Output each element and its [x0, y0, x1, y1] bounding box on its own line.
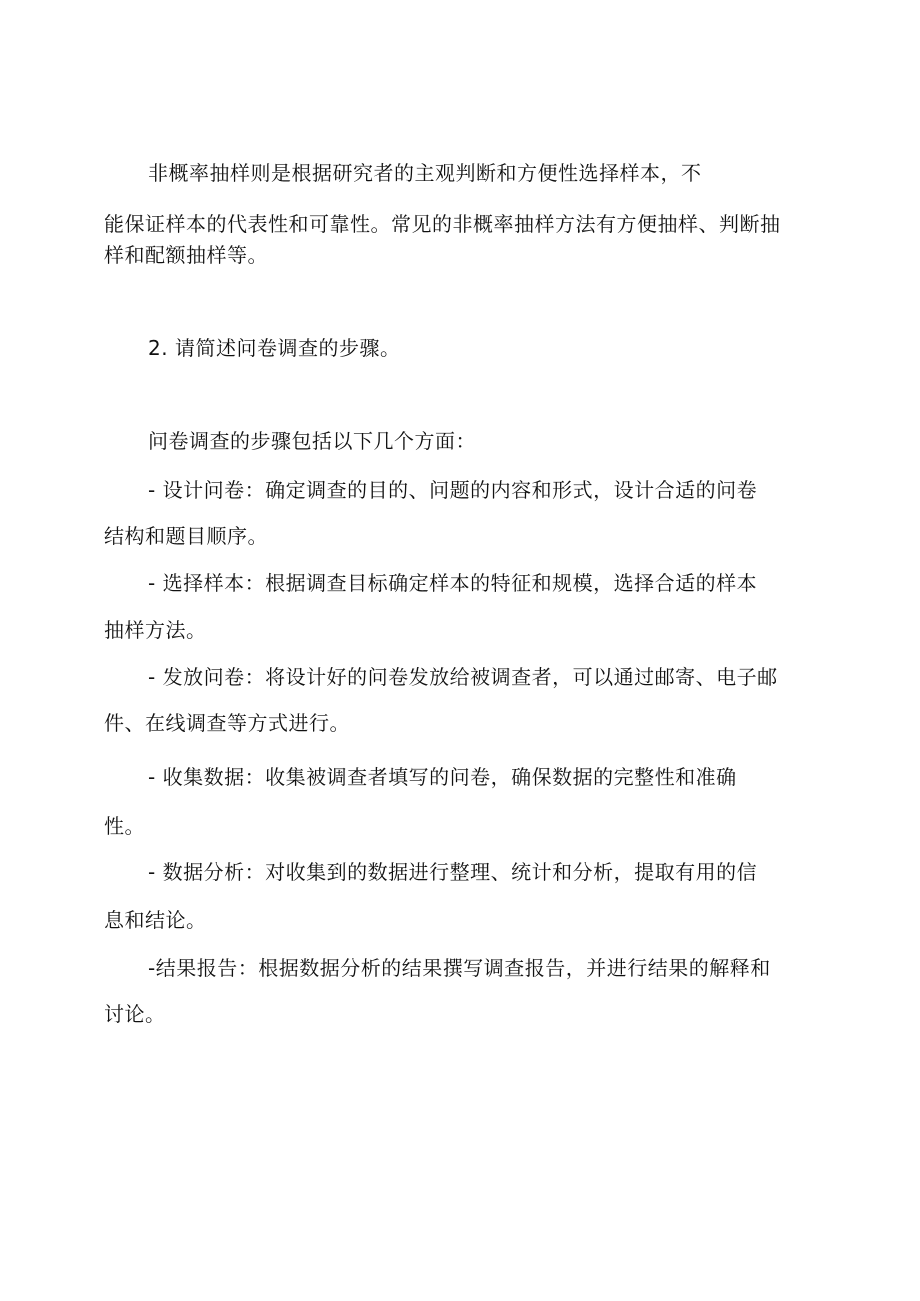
steps-intro: 问卷调查的步骤包括以下几个方面：: [148, 429, 476, 453]
paragraph-line: 样和配额抽样等。: [104, 243, 268, 267]
question-heading: 2. 请简述问卷调查的步骤。: [148, 336, 401, 360]
step-line: - 收集数据：收集被调查者填写的问卷，确保数据的完整性和准确: [148, 765, 737, 789]
step-line: - 设计问卷：确定调查的目的、问题的内容和形式，设计合适的问卷: [148, 478, 758, 502]
step-line: - 数据分析：对收集到的数据进行整理、统计和分析，提取有用的信: [148, 860, 758, 884]
paragraph-line: 能保证样本的代表性和可靠性。常见的非概率抽样方法有方便抽样、判断抽: [104, 212, 781, 236]
step-line: - 发放问卷：将设计好的问卷发放给被调查者，可以通过邮寄、电子邮: [148, 665, 778, 689]
step-line: 抽样方法。: [104, 618, 207, 642]
step-line: 息和结论。: [104, 908, 207, 932]
step-line: -结果报告：根据数据分析的结果撰写调查报告，并进行结果的解释和: [148, 956, 771, 980]
step-line: 结构和题目顺序。: [104, 524, 268, 548]
step-line: 件、在线调查等方式进行。: [104, 711, 350, 735]
step-line: 讨论。: [104, 1002, 166, 1026]
step-line: - 选择样本：根据调查目标确定样本的特征和规模，选择合适的样本: [148, 571, 758, 595]
step-line: 性。: [104, 814, 145, 838]
paragraph-line: 非概率抽样则是根据研究者的主观判断和方便性选择样本，不: [148, 161, 702, 185]
